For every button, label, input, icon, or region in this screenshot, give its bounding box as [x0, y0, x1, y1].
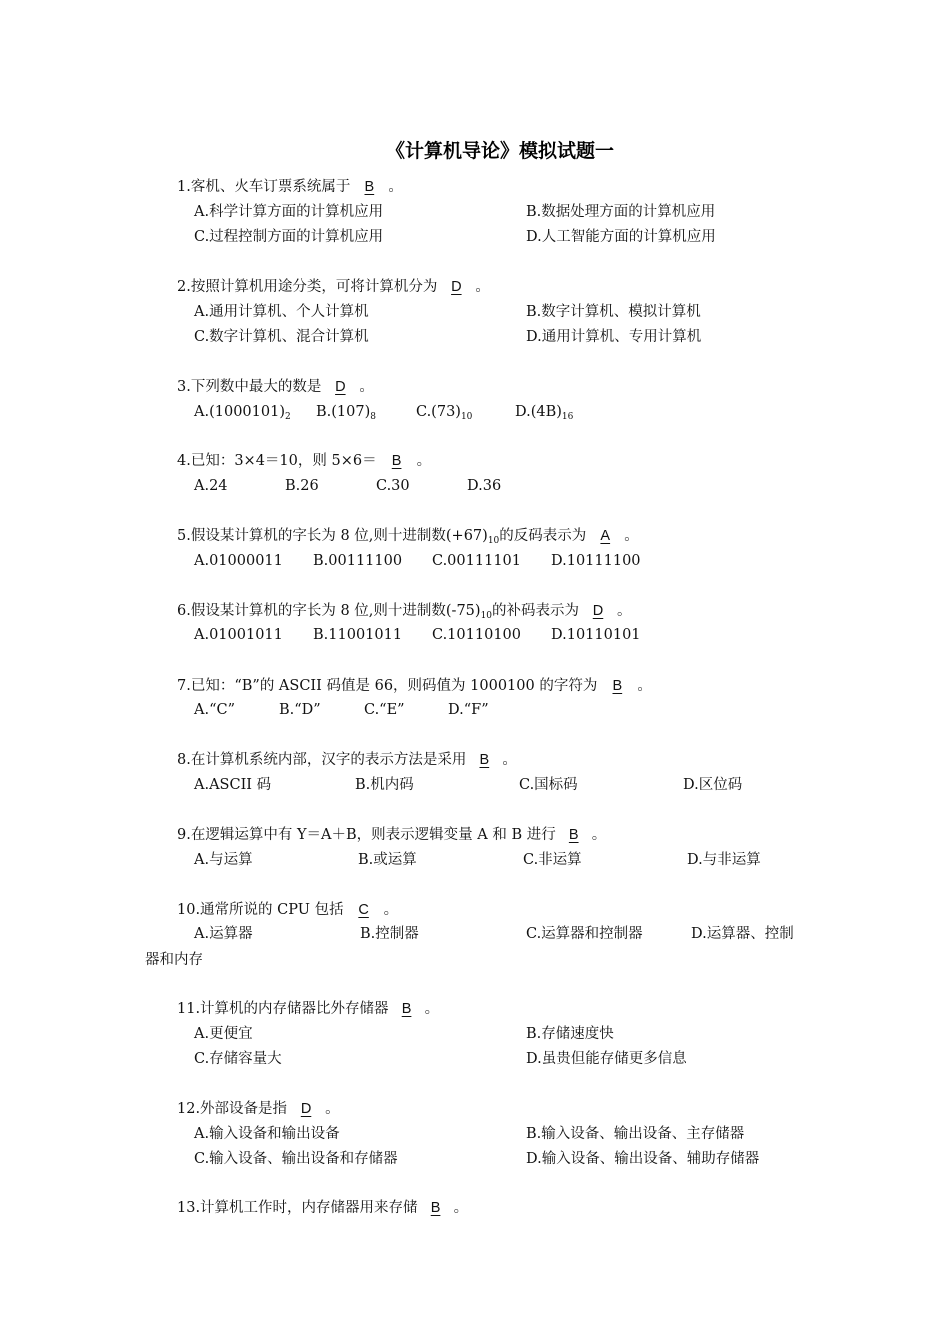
- option-a: A.通用计算机、个人计算机: [194, 304, 369, 320]
- question-stem: 8.在计算机系统内部，汉字的表示方法是采用 B 。: [177, 752, 517, 768]
- question-stem: 6.假设某计算机的字长为 8 位,则十进制数$(-75)_{10}$的补码表示为 D 。: [177, 603, 632, 621]
- option-c: C.输入设备、输出设备和存储器: [194, 1151, 398, 1167]
- question-stem: 12.外部设备是指 D 。: [177, 1101, 340, 1117]
- option-a: A.运算器: [194, 926, 253, 942]
- option-b: B.数据处理方面的计算机应用: [526, 204, 716, 220]
- question-stem: 5.假设某计算机的字长为 8 位,则十进制数$(+67)_{10}$的反码表示为 A 。: [177, 528, 639, 546]
- question-stem: 7.已知：“B”的 ASCII 码值是 66，则码值为 1000100 的字符为 B 。: [177, 678, 652, 694]
- option-d-continuation: 器和内存: [145, 952, 203, 968]
- option-b: $B.(107)_8$: [316, 404, 376, 422]
- option-b: B.“D”: [279, 702, 321, 718]
- option-a: A.更便宜: [194, 1026, 253, 1042]
- option-c: C.国标码: [519, 777, 578, 793]
- option-c: C.非运算: [523, 852, 582, 868]
- option-d: D.虽贵但能存储更多信息: [526, 1051, 687, 1067]
- question-stem: 1.客机、火车订票系统属于 B 。: [177, 179, 403, 195]
- option-a: A.01000011: [194, 553, 283, 569]
- option-a: A.01001011: [194, 627, 283, 643]
- option-b: B.或运算: [358, 852, 417, 868]
- option-d: D.与非运算: [687, 852, 761, 868]
- option-b: B.输入设备、输出设备、主存储器: [526, 1126, 745, 1142]
- option-d: D.运算器、控制: [691, 926, 794, 942]
- question-stem: 9.在逻辑运算中有 Y＝A＋B，则表示逻辑变量 A 和 B 进行 B 。: [177, 827, 607, 843]
- option-a: A.与运算: [194, 852, 253, 868]
- option-c: C.“E”: [364, 702, 405, 718]
- question-stem: 13.计算机工作时，内存储器用来存储 B 。: [177, 1200, 469, 1216]
- option-c: C.数字计算机、混合计算机: [194, 329, 369, 345]
- option-c: $C.(73)_{10}$: [416, 404, 473, 422]
- question-stem: 10.通常所说的 CPU 包括 C 。: [177, 902, 399, 918]
- option-c: C.存储容量大: [194, 1051, 282, 1067]
- answer-blank: B: [430, 1200, 441, 1216]
- page-title: 《计算机导论》模拟试题一: [385, 140, 614, 162]
- option-c: C.30: [376, 478, 410, 494]
- option-b: B.26: [285, 478, 319, 494]
- option-d: D.通用计算机、专用计算机: [526, 329, 702, 345]
- answer-blank: B: [479, 752, 490, 768]
- option-c: C.00111101: [432, 553, 521, 569]
- option-a: A.ASCII 码: [194, 777, 272, 793]
- option-a: A.“C”: [194, 702, 236, 718]
- answer-blank: D: [335, 379, 346, 395]
- answer-blank: B: [364, 179, 375, 195]
- option-c: C.过程控制方面的计算机应用: [194, 229, 384, 245]
- question-stem: 11.计算机的内存储器比外存储器 B 。: [177, 1001, 440, 1017]
- answer-blank: D: [592, 603, 604, 619]
- answer-blank: B: [391, 453, 402, 469]
- option-a: A.输入设备和输出设备: [194, 1126, 340, 1142]
- option-d: D.输入设备、输出设备、辅助存储器: [526, 1151, 760, 1167]
- option-b: B.00111100: [313, 553, 403, 569]
- answer-blank: C: [358, 902, 369, 918]
- option-d: D.10110101: [551, 627, 641, 643]
- option-a: A.24: [194, 478, 228, 494]
- option-d: D.10111100: [551, 553, 641, 569]
- option-b: B.机内码: [355, 777, 414, 793]
- option-b: B.数字计算机、模拟计算机: [526, 304, 701, 320]
- answer-blank: B: [568, 827, 579, 843]
- option-d: D.“F”: [448, 702, 489, 718]
- option-c: C.10110100: [432, 627, 521, 643]
- option-d: D.36: [467, 478, 502, 494]
- answer-blank: B: [401, 1001, 412, 1017]
- answer-blank: B: [612, 678, 623, 694]
- option-d: D.区位码: [683, 777, 743, 793]
- option-a: $A.(1000101)_2$: [194, 404, 291, 422]
- answer-blank: D: [451, 279, 462, 295]
- option-d: $D.(4B)_{16}$: [515, 404, 574, 422]
- option-b: B.11001011: [313, 627, 403, 643]
- option-c: C.运算器和控制器: [526, 926, 643, 942]
- option-d: D.人工智能方面的计算机应用: [526, 229, 716, 245]
- question-stem: 2.按照计算机用途分类，可将计算机分为 D 。: [177, 279, 490, 295]
- answer-blank: D: [300, 1101, 312, 1117]
- question-stem: 3.下列数中最大的数是 D 。: [177, 379, 374, 395]
- option-a: A.科学计算方面的计算机应用: [194, 204, 384, 220]
- question-stem: 4.已知：3×4＝10，则 5×6＝ B 。: [177, 453, 432, 469]
- answer-blank: A: [600, 528, 611, 544]
- option-b: B.存储速度快: [526, 1026, 614, 1042]
- option-b: B.控制器: [360, 926, 419, 942]
